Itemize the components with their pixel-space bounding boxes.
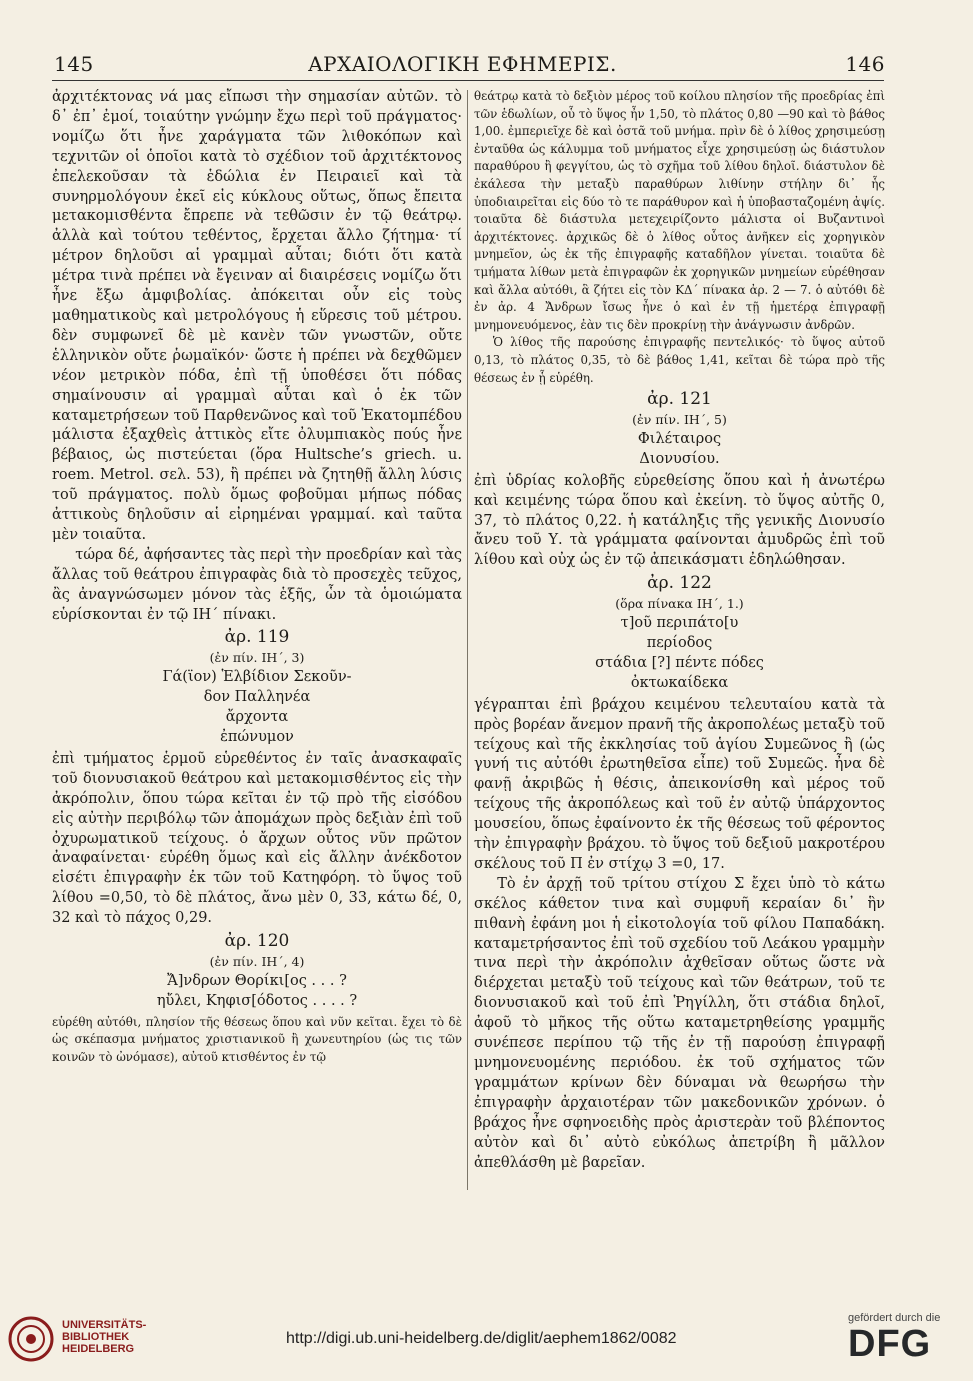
right-paragraph-5: Τὸ ἐν ἀρχῇ τοῦ τρίτου στίχου Σ ἔχει ὑπὸ τὸ κάτω σκέλος κάθετον τινα καὶ συμφυῆ κεραίαν δι᾽ ἣν πιθανὴ ἐφάνη μοι ἡ εἰκοτολογία τοῦ φίλου Παπαδάκη. καταμετρήσαντος ἐπὶ τοῦ σχεδίου τοῦ Λεάκου γραμμὴν τινα περὶ τὴν ἀκρόπολιν ἀχθεῖσαν οὕτως ὥστε νὰ διέρχεται μεταξὺ τοῦ τείχους καὶ τῶν θεάτρων, τοῦ τε διονυσιακοῦ καὶ τοῦ ἐπὶ Ῥηγίλλη, ὅτι στάδια δηλοῖ, ἀφοῦ τὸ μῆκος τῆς οὕτω καταμετρηθείσης γραμμῆς συνέπεσε περίπου τῷ τῆς ἐν τῇ παρούσῃ ἐπιγραφῇ μνημονευομένης περιόδου. ἐκ τοῦ σχήματος τῶν γραμμάτων κρίνων δὲν δύναμαι νὰ θεωρήσω τὴν ἐπιγραφὴν ἀρχαιοτέραν τῶν μακεδονικῶν χρόνων. ὁ βράχος ἦνε σφηνοειδὴς πρὸς ἀριστερὰν τοῦ βλέποντος αὐτὸν καὶ δι᾽ αὐτὸ εὐκόλως ἀπετρίβη ἢ μᾶλλον ἀπεθλάσθη μὲ βαρεῖαν. (474, 875, 885, 1171)
page-number-left: 145 (54, 52, 94, 76)
library-name-line: BIBLIOTHEK (62, 1331, 130, 1343)
funding-label: gefördert durch die (848, 1312, 941, 1324)
left-paragraph-2: τώρα δέ, ἀφήσαντες τὰς περὶ τὴν προεδρίαν καὶ τὰς ἄλλας τοῦ θεάτρου ἐπιγραφὰς διὰ τὸ προσεχὲς τεῦχος, ἂς ἀναγνώσωμεν μόνον τὰς ἑξῆς, ὧν τὰ ὁμοιώματα εὑρίσκονται ἐν τῷ ΙΗ΄ πίνακι. (52, 546, 462, 623)
source-url[interactable]: http://digi.ub.uni-heidelberg.de/diglit/aephem1862/0082 (286, 1330, 677, 1347)
plate-reference: (ἐν πίν. ΙΗ΄, 3) (209, 650, 305, 666)
dfg-logo[interactable] (848, 1312, 963, 1372)
inscription-line: ηὔλει, Κηφισ[όδοτος . . . . ? (156, 992, 358, 1009)
inscription-121 (474, 390, 885, 470)
left-column (52, 88, 462, 1066)
inscription-number: ἀρ. 119 (224, 627, 290, 648)
inscription-line: δον Παλληνέα (203, 689, 311, 706)
journal-title: ΑΡΧΑΙΟΛΟΓΙΚΗ ΕΦΗΜΕΡΙΣ. (308, 52, 617, 76)
library-name-line: UNIVERSITÄTS- (62, 1319, 147, 1331)
left-paragraph-1: ἀρχιτέκτονας νά μας εἴπωσι τὴν σημασίαν αὐτῶν. τὸ δ᾽ ἐπ᾽ ἐμοί, τοιαύτην γνώμην ἔχω περὶ τοῦ πράγματος· νομίζω ὅτι ἦνε χαράγματα τῶν λιθοκόπων καὶ τεχνιτῶν οἱ ὁποῖοι κατὰ τὸ σχέδιον τοῦ ἀρχιτέκτονος ἐπελεκοῦσαν τὰ ἑδώλια ἐν Πειραιεῖ καὶ τὰ συνηρμολόγουν ἐκεῖ εἰς κύκλους οὕτως, ὅπως ἔπειτα μετακομισθέντα ἔπρεπε νὰ τεθῶσιν ἐν τῷ θεάτρῳ. ἀλλὰ καὶ τούτου τεθέντος, ἔρχεται ἄλλο ζήτημα· τί μέτρον δηλοῦσι αἱ γραμμαὶ αὗται; διότι ὅτι κατὰ μέτρα τινὰ πρέπει νὰ ἔγειναν αἱ διαιρέσεις νομίζω ὅτι ἦνε ἔξω ἀμφιβολίας. ἀπόκειται οὖν εἰς τοὺς μαθηματικοὺς καὶ μετρολόγους ἡ εὕρεσις τοῦ μέτρου. δὲν συμφωνεῖ δὲ μὲ κανὲν τῶν γνωστῶν, οὔτε ἑλληνικὸν οὔτε ῥωμαϊκόν· ὥστε ἡ πρέπει νὰ δεχθῶμεν νέον μετρικὸν πόδα, ἐπὶ τῇ ὑποθέσει ὅτι πόδας σημαίνουσιν αἱ γραμμαὶ αὗται καὶ ὁ ἐκ τῶν καταμετρήσεων τοῦ Παρθενῶνος καὶ τοῦ Ἑκατομπέδου μάλιστα ἐξαχθεὶς ἀττικὸς εἴτε ὀλυμπιακὸς πούς ἦνε βέβαιος, ὡς πιστεύεται (ὅρα Hultsche’s griech. u. roem. Metrol. σελ. 53), ἢ πρέπει νὰ ζητηθῇ ἄλλη λύσις τοῦ πράγματος. πολὺ ὅμως φοβοῦμαι μήπως πόδας ἀττικοὺς δηλοῦσιν αἱ εἰρημέναι γραμμαί. καὶ ταῦτα μὲν τοιαῦτα. (52, 89, 462, 543)
inscription-number: ἀρ. 122 (647, 573, 712, 594)
page-number-right: 146 (845, 52, 885, 76)
inscription-line: ὀκτωκαίδεκα (630, 674, 729, 691)
right-column (474, 88, 885, 1173)
inscription-line: στάδια [?] πέντε πόδες (595, 654, 764, 671)
right-paragraph-2: Ὁ λίθος τῆς παρούσης ἐπιγραφῆς πεντελικός· τὸ ὕψος αὐτοῦ 0,13, τὸ πλάτος 0,35, τὸ δὲ βάθος 1,41, κεῖται δὲ τώρα πρὸ τῆς θέσεως ἐν ᾗ εὑρέθη. (474, 335, 885, 385)
plate-reference: (ὅρα πίνακα ΙΗ΄, 1.) (615, 596, 744, 612)
plate-reference: (ἐν πίν. ΙΗ΄, 4) (209, 953, 305, 969)
right-paragraph-4: γέγραπται ἐπὶ βράχου κειμένου τελευταίου κατὰ τὰ πρὸς βορέαν ἄνεμον πρανῆ τῆς ἀκροπολέως μεταξὺ τοῦ τείχους καὶ τῆς ἐκκλησίας τοῦ ἁγίου Συμεῶνος ἢ (ὡς γυνή τις αὐτόθι ἐρωτηθεῖσα εἶπε) τοῦ Συμεῶς. ἦνα δὲ φανῇ ἀκριβῶς ἡ θέσις, ἀπεικονίσθη καὶ μέρος τοῦ τείχους τῆς ἀκροπόλεως καὶ τοῦ ἐν αὐτῷ ὑπάρχοντος μουσείου, ὅπως ἐφαίνοντο ἐκ τῆς θέσεως τοῦ φέροντος τὴν ἐπιγραφὴν βράχου. τὸ ὕψος τοῦ δεξιοῦ μακροτέρου σκέλους τοῦ Π ἐν στίχῳ 3 =0, 17. (474, 696, 885, 872)
library-seal-icon (8, 1316, 54, 1362)
inscription-line: ἐπώνυμον (220, 729, 294, 745)
inscription-120 (52, 932, 462, 1012)
left-paragraph-4: εὑρέθη αὐτόθι, πλησίον τῆς θέσεως ὅπου καὶ νῦν κεῖται. ἔχει τὸ δὲ ὡς σκέπασμα μνήματος χριστιανικοῦ ἢ χωνευτηρίου (ὡς τις τῶν κοινῶν τὸ ὠνόμασε), αὐτοῦ κτισθέντος ἐν τῷ (52, 1014, 462, 1064)
inscription-line: Ἄ]νδρων Θορίκι[ος . . . ? (167, 972, 347, 989)
inscription-number: ἀρ. 121 (647, 389, 712, 410)
inscription-122 (474, 574, 885, 693)
inscription-line: ἄρχοντα (225, 709, 289, 726)
right-paragraph-3: ἐπὶ ὑδρίας κολοβῆς εὑρεθείσης ὅπου καὶ ἡ ἀνωτέρω καὶ κειμένης τώρα ὅπου καὶ ἐκείνη. τὸ ὕψος αὐτῆς 0, 37, τὸ πλάτος 0,22. ἡ κατάληξις τῆς γενικῆς Διονυσίο ἄνευ τοῦ Υ. τὰ γράμματα φαίνονται ἀμυδρῶς ἐπὶ τοῦ λίθου καὶ οὐχ ὡς ἐν τῷ ἀπεικάσματι ἐδηλώθησαν. (474, 472, 885, 569)
inscription-119 (52, 628, 462, 747)
inscription-line: Γά(ϊον) Ἑλβίδιον Σεκοῦν- (162, 669, 352, 686)
inscription-line: περίοδος (646, 634, 713, 651)
inscription-line: Διονυσίου. (639, 450, 720, 467)
inscription-line: τ]οῦ περιπάτο[υ (620, 615, 739, 632)
column-divider (467, 90, 468, 1190)
header-rule (52, 80, 884, 81)
dfg-wordmark: DFG (848, 1323, 932, 1365)
right-paragraph-1: θεάτρῳ κατὰ τὸ δεξιὸν μέρος τοῦ κοίλου πλησίον τῆς προεδρίας ἐπὶ τῶν ἑδωλίων, οὗ τὸ ὕψος ἦν 1,50, τὸ πλάτος 0,80 —90 καὶ τὸ βάθος 1,00. ἐμπεριεῖχε δὲ καὶ ὀστᾶ τοῦ μνήμα. πρὶν δὲ ὁ λίθος χρησιμεύσῃ ἐνταῦθα ὡς κάλυμμα τοῦ μνήματος εἶχε χρησιμεύσῃ ὡς διάστυλον παραθύρου ἢ φεγγίτου, ὡς τὸ σχῆμα τοῦ λίθου δηλοῖ. διάστυλον δὲ ἐκάλεσα τὴν μεταξὺ παραθύρων λιθίνην στήλην δι᾽ ἧς ὑποδιαιρεῖται εἰς δύο τὸ τε παράθυρον καὶ ἡ ὑποβασταζομένη ἀψίς. τοιαῦτα δὲ διάστυλα μετεχειρίζοντο μάλιστα οἱ Βυζαντινοὶ ἀρχιτέκτονες. ἀρχικῶς δὲ ὁ λίθος οὗτος ἀνῆκεν εἰς χορηγικὸν μνημεῖον, ὡς ἐκ τῆς ἐπιγραφῆς καταδῆλον γίνεται. τοιαῦτα δὲ τμήματα λίθων μετὰ ἐπιγραφῶν ἐκ χορηγικῶν μνημείων εὑρέθησαν καὶ ἄλλα αὐτόθι, ἃ ζήτει εἰς τὸν ΚΔ΄ πίνακα ἀρ. 2 — 7. ὁ αὐτόθι δὲ ἐν ἀρ. 4 Ἄνδρων ἴσως ἦνε ὁ καὶ ἐν τῇ ἡμετέρᾳ ἐπιγραφῇ μνημονευόμενος, ἐὰν τις δὲν προκρίνῃ τὴν ἀνάγνωσιν ἀνδρῶν. (474, 89, 885, 332)
plate-reference: (ἐν πίν. ΙΗ΄, 5) (632, 412, 727, 427)
inscription-number: ἀρ. 120 (224, 931, 290, 952)
library-logo[interactable] (8, 1316, 208, 1374)
left-paragraph-3: ἐπὶ τμήματος ἑρμοῦ εὑρεθέντος ἐν ταῖς ἀνασκαφαῖς τοῦ διονυσιακοῦ θεάτρου καὶ μετακομισθέντος εἰς τὴν ἀκρόπολιν, ὅπου τώρα κεῖται ἐν τῷ πρὸ τῆς εἰσόδου εἰς αὐτὴν περιβόλῳ τῶν ἀπομάχων πρὸς δεξιὰν ἐπὶ τοῦ ὀχυρωματικοῦ τείχους. ὁ ἄρχων οὗτος νῦν πρῶτον ἀναφαίνεται· εὑρέθη ὅμως καὶ εἰς ἄλλην ἀνέκδοτον εἰσέτι ἐπιγραφὴν ἐκ τῶν τοῦ Κατηφόρη. τὸ ὕψος τοῦ λίθου =0,50, τὸ δὲ πλάτος, ἄνω μὲν 0, 33, κάτω δέ, 0, 32 καὶ τὸ πάχος 0,29. (52, 750, 462, 927)
digitization-footer (0, 1300, 973, 1381)
running-header (40, 52, 885, 80)
inscription-line: Φιλέταιρος (637, 430, 722, 447)
library-name-line: HEIDELBERG (62, 1343, 135, 1355)
library-name (62, 1319, 146, 1355)
